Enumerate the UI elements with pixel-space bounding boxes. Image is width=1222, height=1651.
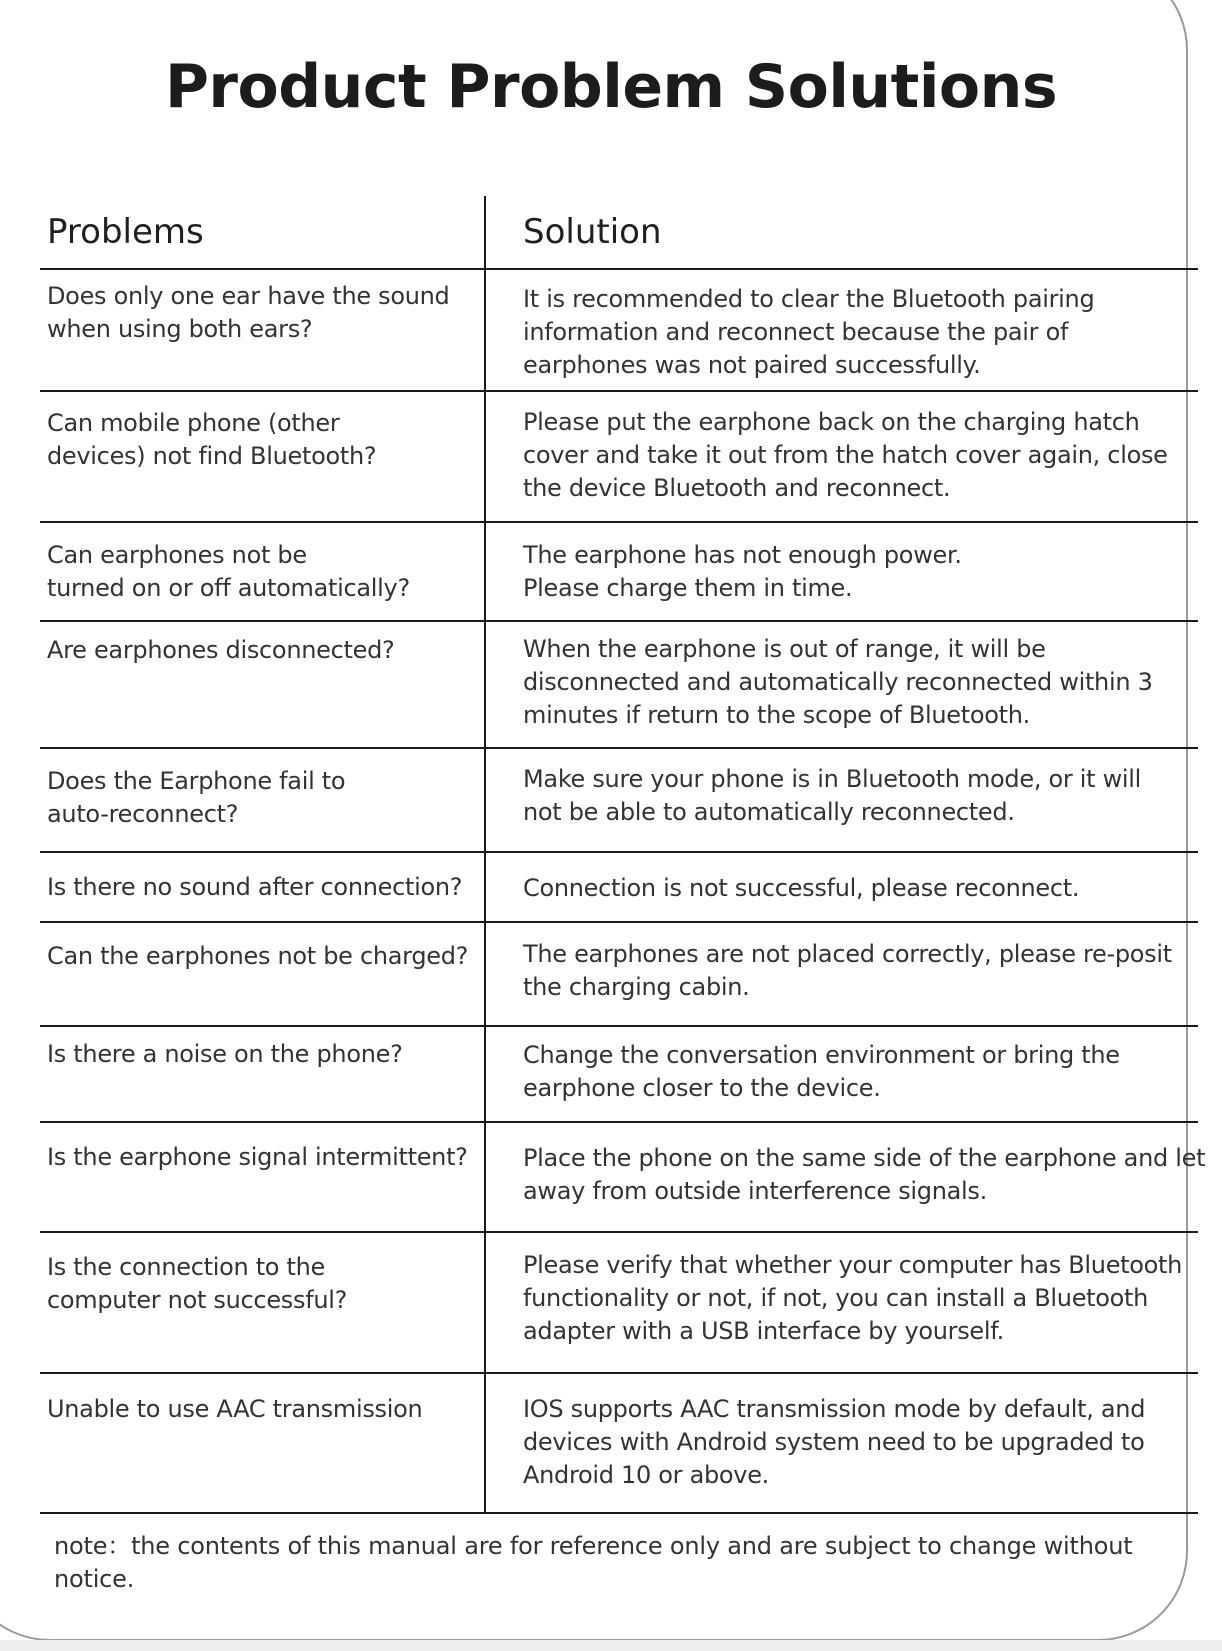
- row-divider: [40, 1231, 1198, 1233]
- solution-cell: Please put the earphone back on the charging hatch cover and take it out from the hatch cover again, close the device Bluetooth and reconnect.: [523, 408, 1168, 502]
- problems-header: Problems: [47, 212, 204, 252]
- column-divider: [484, 196, 486, 1514]
- row-divider: [40, 1512, 1198, 1514]
- footnote: note：the contents of this manual are for reference only and are subject to change without notice.: [54, 1532, 1133, 1593]
- solution-cell: Connection is not successful, please reconnect.: [523, 874, 1080, 902]
- solution-cell: The earphone has not enough power. Please charge them in time.: [523, 541, 962, 602]
- problem-cell: Are earphones disconnected?: [47, 636, 395, 664]
- problem-cell: Unable to use AAC transmission: [47, 1395, 423, 1423]
- row-divider: [40, 851, 1198, 853]
- row-divider: [40, 1025, 1198, 1027]
- solution-cell: When the earphone is out of range, it will be disconnected and automatically reconnected within 3 minutes if return to the scope of Bluetooth.: [523, 635, 1153, 729]
- row-divider: [40, 620, 1198, 622]
- row-divider: [40, 1121, 1198, 1123]
- row-divider: [40, 268, 1198, 270]
- problem-cell: Is there no sound after connection?: [47, 873, 463, 901]
- solution-cell: Place the phone on the same side of the earphone and let away from outside interference signals.: [523, 1144, 1206, 1205]
- problem-cell: Can mobile phone (other devices) not find Bluetooth?: [47, 409, 377, 470]
- page-bottom-edge: [0, 1640, 1222, 1651]
- solution-cell: Change the conversation environment or bring the earphone closer to the device.: [523, 1041, 1120, 1102]
- row-divider: [40, 521, 1198, 523]
- solution-cell: Please verify that whether your computer has Bluetooth functionality or not, if not, you can install a Bluetooth adapter with a USB interface by yourself.: [523, 1251, 1183, 1345]
- row-divider: [40, 921, 1198, 923]
- problem-cell: Does the Earphone fail to auto-reconnect?: [47, 767, 346, 828]
- solution-cell: Make sure your phone is in Bluetooth mode, or it will not be able to automatically reconnected.: [523, 765, 1142, 826]
- solution-cell: It is recommended to clear the Bluetooth pairing information and reconnect because the pair of earphones was not paired successfully.: [523, 285, 1095, 379]
- problem-cell: Is the earphone signal intermittent?: [47, 1143, 468, 1171]
- row-divider: [40, 1372, 1198, 1374]
- page-title: Product Problem Solutions: [164, 52, 1058, 122]
- row-divider: [40, 390, 1198, 392]
- problem-cell: Can the earphones not be charged?: [47, 942, 469, 970]
- problem-cell: Is the connection to the computer not successful?: [47, 1253, 348, 1314]
- problem-cell: Is there a noise on the phone?: [47, 1040, 403, 1068]
- solution-header: Solution: [523, 212, 662, 252]
- row-divider: [40, 747, 1198, 749]
- solution-cell: The earphones are not placed correctly, please re-posit the charging cabin.: [523, 940, 1172, 1001]
- problem-cell: Does only one ear have the sound when using both ears?: [47, 282, 450, 343]
- solution-cell: IOS supports AAC transmission mode by default, and devices with Android system need to be upgraded to Android 10 or above.: [523, 1395, 1146, 1489]
- problem-cell: Can earphones not be turned on or off automatically?: [47, 541, 410, 602]
